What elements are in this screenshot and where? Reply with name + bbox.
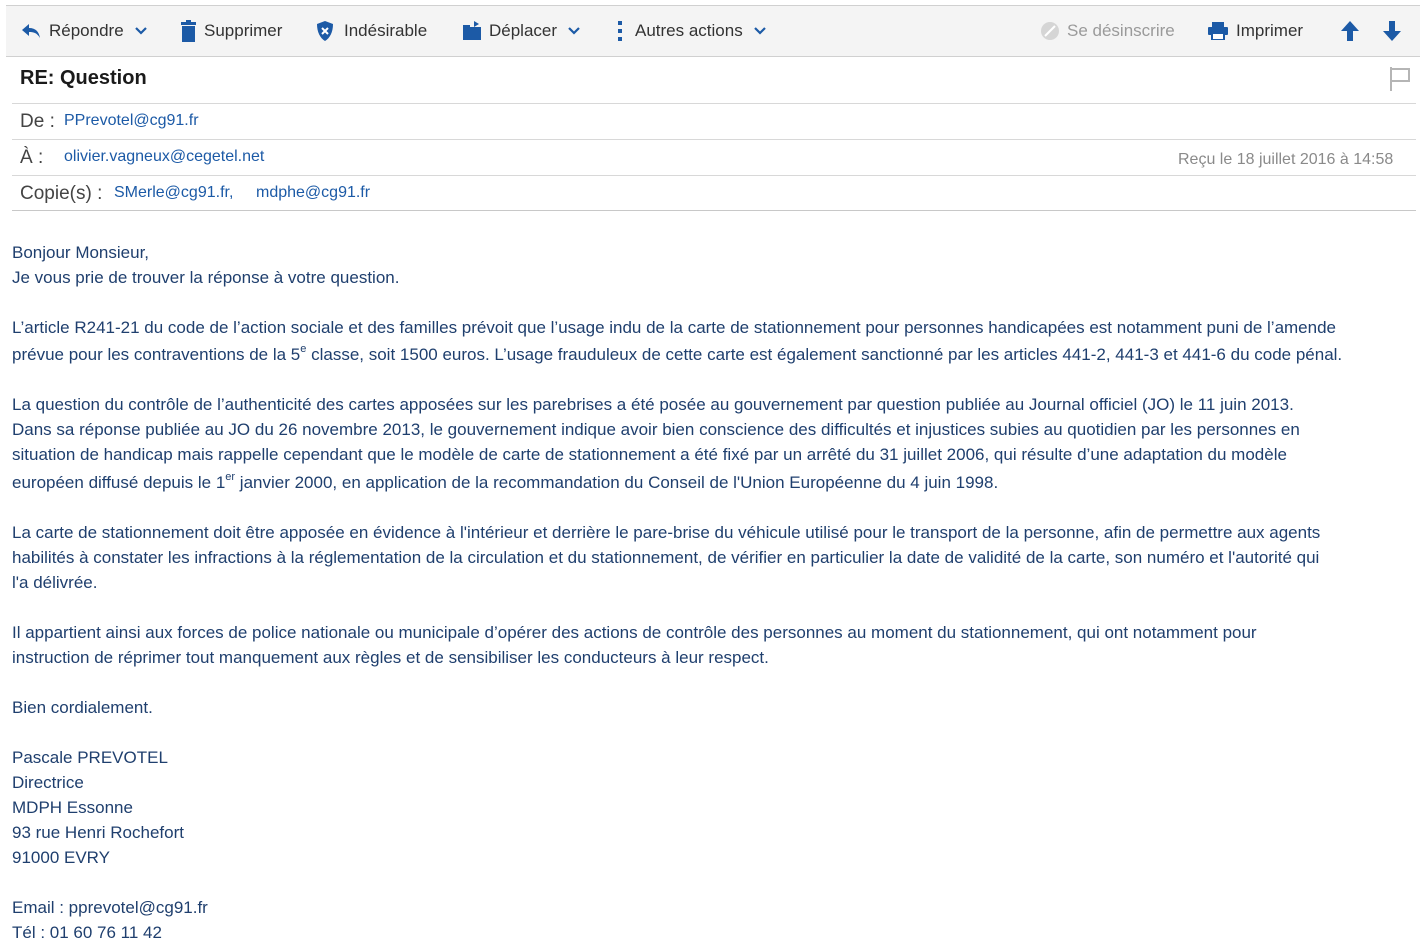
text-fragment: classe, soit 1500 euros. L’usage frauduleux de cette carte est également sanctionné par les articles 441-2, 441-3 et 441-6 du code pénal. bbox=[306, 345, 1343, 364]
signature-name: Pascale PREVOTEL bbox=[12, 748, 168, 767]
shield-icon bbox=[315, 20, 335, 42]
next-message-button[interactable] bbox=[1382, 6, 1402, 56]
previous-message-button[interactable] bbox=[1340, 6, 1360, 56]
text-fragment: janvier 2000, en application de la recommandation du Conseil de l'Union Européenne du 4 juin 1998. bbox=[235, 473, 999, 492]
cc-label: Copie(s) : bbox=[20, 183, 103, 204]
divider bbox=[12, 103, 1416, 104]
move-label: Déplacer bbox=[489, 21, 558, 40]
paragraph-line: l'a délivrée. bbox=[12, 573, 98, 592]
delete-button[interactable] bbox=[180, 6, 282, 56]
more-actions-button[interactable] bbox=[617, 6, 767, 56]
divider bbox=[12, 210, 1416, 211]
unsubscribe-button[interactable] bbox=[1040, 6, 1175, 56]
paragraph-line: situation de handicap mais rappelle cependant que le modèle de carte de stationnement a été fixé par un arrêté du 31 juillet 2006, qui résulte d’une adaptation du modèle bbox=[12, 445, 1287, 464]
printer-icon bbox=[1207, 22, 1229, 40]
signature-street: 93 rue Henri Rochefort bbox=[12, 823, 184, 842]
text-fragment: prévue pour les contraventions de la 5 bbox=[12, 345, 301, 364]
signature-phone: Tél : 01 60 76 11 42 bbox=[12, 923, 162, 942]
reply-icon bbox=[20, 22, 42, 40]
paragraph-line: La carte de stationnement doit être apposée en évidence à l'intérieur et derrière le pare-brise du véhicule utilisé pour le transport de la personne, afin de permettre aux agents bbox=[12, 523, 1321, 542]
junk-button[interactable] bbox=[315, 6, 427, 56]
closing: Bien cordialement. bbox=[12, 698, 153, 717]
flag-icon[interactable] bbox=[1388, 66, 1412, 97]
chevron-down-icon[interactable] bbox=[753, 26, 767, 36]
unsubscribe-icon bbox=[1040, 21, 1060, 41]
divider bbox=[12, 175, 1416, 176]
vertical-ellipsis-icon bbox=[617, 20, 623, 42]
chevron-down-icon[interactable] bbox=[134, 26, 148, 36]
reply-button[interactable] bbox=[20, 6, 148, 56]
divider bbox=[12, 139, 1416, 140]
trash-icon bbox=[180, 20, 197, 42]
signature-title: Directrice bbox=[12, 773, 84, 792]
signature-email: Email : pprevotel@cg91.fr bbox=[12, 898, 208, 917]
to-address[interactable]: olivier.vagneux@cegetel.net bbox=[64, 148, 265, 165]
paragraph-line: Il appartient ainsi aux forces de police nationale ou municipale d’opérer des actions de contrôle des personnes au moment du stationnement, qui ont notamment pour bbox=[12, 623, 1257, 642]
print-label: Imprimer bbox=[1236, 21, 1304, 40]
reply-label: Répondre bbox=[49, 21, 124, 40]
paragraph-line bbox=[12, 470, 1412, 495]
paragraph-line: L’article R241-21 du code de l’action sociale et des familles prévoit que l’usage indu de la carte de stationnement pour personnes handicapées est notamment puni de l’amende bbox=[12, 318, 1336, 337]
arrow-up-icon bbox=[1340, 20, 1360, 42]
unsubscribe-label: Se désinscrire bbox=[1067, 21, 1175, 40]
text-fragment: européen diffusé depuis le 1 bbox=[12, 473, 226, 492]
paragraph-line: La question du contrôle de l’authenticité des cartes apposées sur les parebrises a été posée au gouvernement par question publiée au Journal officiel (JO) le 11 juin 2013. bbox=[12, 395, 1294, 414]
superscript: er bbox=[225, 471, 236, 484]
message-subject: RE: Question bbox=[20, 67, 147, 89]
signature-city: 91000 EVRY bbox=[12, 848, 110, 867]
message-body bbox=[12, 240, 1412, 945]
to-label: À : bbox=[20, 147, 44, 168]
chevron-down-icon[interactable] bbox=[567, 26, 581, 36]
delete-label: Supprimer bbox=[204, 21, 283, 40]
from-address[interactable]: PPrevotel@cg91.fr bbox=[64, 112, 199, 129]
superscript: e bbox=[300, 343, 307, 356]
received-date: Reçu le 18 juillet 2016 à 14:58 bbox=[1178, 151, 1394, 168]
arrow-down-icon bbox=[1382, 20, 1402, 42]
paragraph-line: Dans sa réponse publiée au JO du 26 novembre 2013, le gouvernement indique avoir bien conscience des difficultés et injustices subies au quotidien par les personnes en bbox=[12, 420, 1300, 439]
print-button[interactable] bbox=[1207, 6, 1303, 56]
more-actions-label: Autres actions bbox=[635, 21, 743, 40]
paragraph-line bbox=[12, 342, 1412, 367]
signature-org: MDPH Essonne bbox=[12, 798, 133, 817]
junk-label: Indésirable bbox=[344, 21, 428, 40]
from-label: De : bbox=[20, 111, 55, 132]
paragraph-line: habilités à constater les infractions à la réglementation de la circulation et du stationnement, de vérifier en particulier la date de validité de la carte, son numéro et l'autorité qui bbox=[12, 548, 1320, 567]
move-button[interactable] bbox=[462, 6, 581, 56]
intro-line: Je vous prie de trouver la réponse à votre question. bbox=[12, 268, 400, 287]
greeting: Bonjour Monsieur, bbox=[12, 243, 150, 262]
folder-move-icon bbox=[462, 21, 482, 41]
paragraph-line: instruction de réprimer tout manquement aux règles et de sensibiliser les conducteurs à leur respect. bbox=[12, 648, 769, 667]
message-toolbar bbox=[6, 5, 1420, 57]
cc-address[interactable]: mdphe@cg91.fr bbox=[256, 184, 371, 201]
cc-address[interactable]: SMerle@cg91.fr, bbox=[114, 184, 234, 201]
